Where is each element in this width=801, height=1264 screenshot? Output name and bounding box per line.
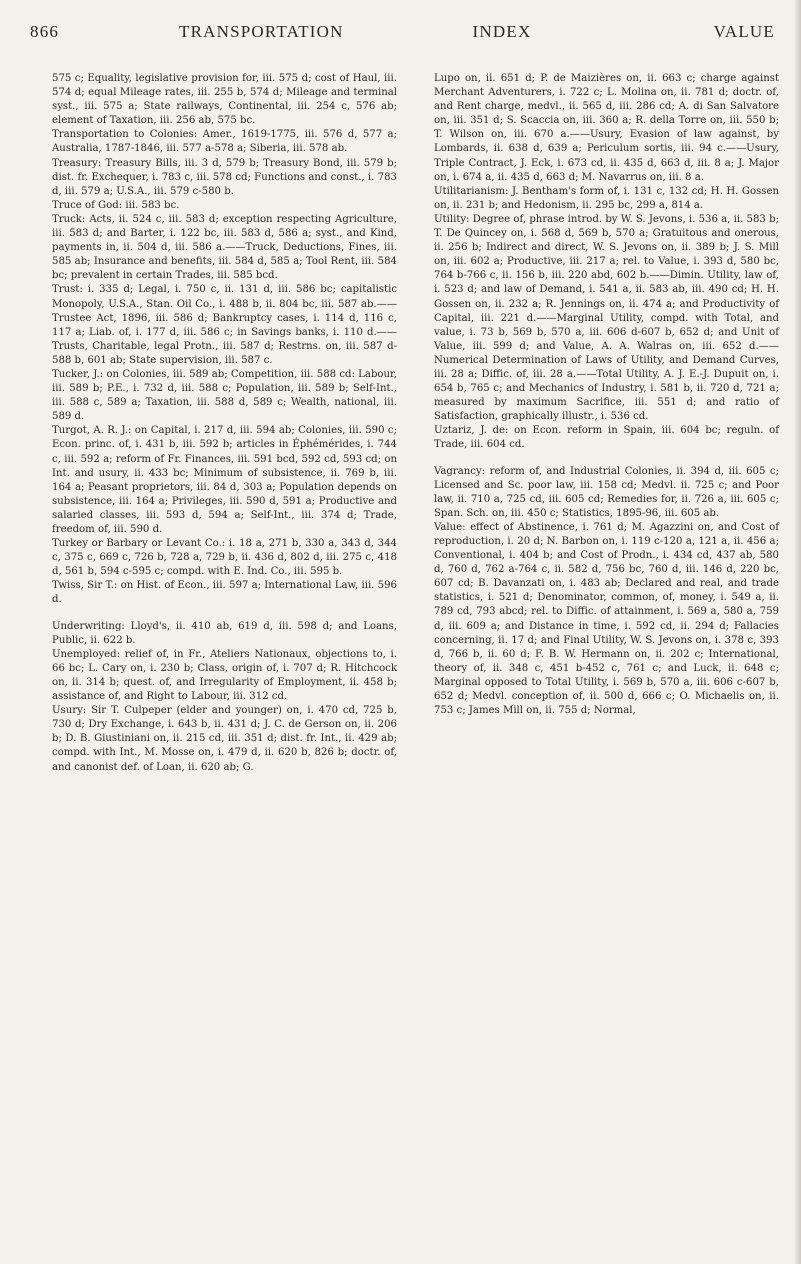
left-column [52,72,397,775]
index-entry: Transportation to Colonies: Amer., 1619-1775, iii. 576 d, 577 a; Australia, 1787-1846, iii. 577 a-578 a; Siberia, iii. 578 ab. [52,129,397,155]
index-entry: Twiss, Sir T.: on Hist. of Econ., iii. 597 a; International Law, iii. 596 d. [52,580,397,606]
index-entry: Usury: Sir T. Culpeper (elder and younger) on, i. 470 cd, 725 b, 730 d; Dry Exchange, i. 643 b, ii. 431 d; J. C. de Gerson on, ii. 206 b; D. B. Giustiniani on, ii. 215 cd, iii. 351 d; dist. fr. Int., ii. 429 ab; compd. with Int., M. Mosse on, i. 479 d, ii. 620 b, 826 b; doctr. of, and canonist def. of Loan, ii. 620 ab; G. [52,705,397,773]
page-number: 866 [30,22,60,41]
index-entry: 575 c; Equality, legislative provision for, iii. 575 d; cost of Haul, iii. 574 d; equal Mileage rates, iii. 255 b, 574 d; Mileage and terminal syst., iii. 575 a; State railways, Continental, iii. 254 c, 576 ab; element of Taxation, iii. 256 ab, 575 bc. [52,73,397,127]
index-entry: Tucker, J.: on Colonies, iii. 589 ab; Competition, iii. 588 cd: Labour, iii. 589 b; P.E., i. 732 d, iii. 588 c; Population, iii. 589 b; Self-Int., iii. 588 c, 589 a; Taxation, iii. 588 d, 589 c; Wealth, national, iii. 589 d. [52,368,397,423]
index-entry: Unemployed: relief of, in Fr., Ateliers Nationaux, objections to, i. 66 bc; L. Cary on, i. 230 b; Class, origin of, i. 707 d; R. Hitchcock on, ii. 314 b; quest. of, and Irregularity of Employment, ii. 458 b; assistance of, and Right to Labour, iii. 312 cd. [52,648,397,703]
header-right-title: VALUE [713,22,775,41]
page-edge [794,0,801,1264]
index-entry: Trust: i. 335 d; Legal, i. 750 c, ii. 131 d, iii. 586 bc; capitalistic Monopoly, U.S.A., Stan. Oil Co., i. 488 b, ii. 804 bc, iii. 587 ab.——Trustee Act, 1896, iii. 586 d; Bankruptcy cases, i. 114 d, 116 c, 117 a; Liab. of, i. 177 d, iii. 586 c; in Savings banks, i. 110 d.——Trusts, Charitable, legal Protn., iii. 587 d; Restrns. on, iii. 587 d-588 b, 601 ab; State supervision, iii. 587 c. [52,284,397,366]
right-column [434,72,779,718]
index-entry: Truce of God: iii. 583 bc. [52,199,180,211]
index-entry: Value: effect of Abstinence, i. 761 d; M. Agazzini on, and Cost of reproduction, i. 20 d; N. Barbon on, i. 119 c-120 a, 121 a, ii. 456 a; Conventional, i. 404 b; and Cost of Prodn., i. 434 cd, 437 ab, 580 d, 760 d, 762 a-764 c, ii. 582 d, 756 bc, 760 d, iii. 146 d, 220 bc, 607 cd; B. Davanzati on, i. 483 ab; Declared and real, and trade statistics, i. 521 d; Denominator, common, of, money, i. 549 a, ii. 789 cd, 793 abcd; rel. to Diffic. of attainment, i. 569 a, 580 a, 759 d, iii. 609 a; and Distance in time, i. 592 cd, ii. 294 d; Fallacies concerning, ii. 17 d; and Final Utility, W. S. Jevons on, i. 378 c, 393 d, 766 b, ii. 60 d; F. B. W. Hermann on, ii. 202 c; International, theory of, ii. 348 c, 451 b-452 c, 761 c; and Luck, ii. 648 c; Marginal opposed to Total Utility, i. 569 b, 570 a, iii. 606 c-607 b, 652 d; Medvl. conception of, ii. 500 d, 666 c; O. Michaelis on, ii. 753 c; James Mill on, ii. 755 d; Normal, [434,521,779,717]
header-center-title: INDEX [472,22,532,41]
index-entry: Treasury: Treasury Bills, iii. 3 d, 579 b; Treasury Bond, iii. 579 b; dist. fr. Exchequer, i. 783 c, iii. 578 cd; Functions and const., i. 783 d, iii. 579 a; U.S.A., iii. 579 c-580 b. [52,157,397,197]
index-entry: Utility: Degree of, phrase introd. by W. S. Jevons, i. 536 a, ii. 583 b; T. De Quincey on, i. 568 d, 569 b, 570 a; Gratuitous and onerous, ii. 256 b; Indirect and direct, W. S. Jevons on, ii. 389 b; J. S. Mill on, iii. 602 a; Productive, iii. 217 a; rel. to Value, i. 393 d, 580 bc, 764 b-766 c, ii. 156 b, iii. 220 abd, 602 b.——Dimin. Utility, law of, i. 523 d; and law of Demand, i. 541 a, ii. 583 ab, iii. 490 cd; H. H. Gossen on, ii. 232 a; R. Jennings on, ii. 474 a; and Productivity of Capital, iii. 221 d.——Marginal Utility, compd. with Total, and value, i. 73 b, 569 b, 570 a, iii. 606 d-607 b, 652 d; and Unit of Value, iii. 599 d; and Value, A. A. Walras on, iii. 652 d.——Numerical Determination of Laws of Utility, and Demand Curves, iii. 28 a; Diffic. of, iii. 28 a.——Total Utility, A. J. E.-J. Dupuit on, i. 654 b, 765 c; and Mechanics of Industry, i. 581 b, ii. 720 d, 721 a; measured by maximum Sacrifice, iii. 551 d; and ratio of Satisfaction, graphically illustr., i. 536 cd. [434,213,779,423]
index-entry: Underwriting: Lloyd's, ii. 410 ab, 619 d, iii. 598 d; and Loans, Public, ii. 622 b. [52,620,397,646]
index-entry: Vagrancy: reform of, and Industrial Colonies, ii. 394 d, iii. 605 c; Licensed and Sc. poor law, iii. 158 cd; Medvl. ii. 725 c; and Poor law, ii. 710 a, 725 cd, iii. 605 cd; Remedies for, ii. 726 a, iii. 605 c; Span. Sch. on, iii. 450 c; Statistics, 1895-96, iii. 605 ab. [434,465,779,519]
header-left-title: TRANSPORTATION [179,22,344,41]
index-entry: Utilitarianism: J. Bentham's form of, i. 131 c, 132 cd; H. H. Gossen on, ii. 231 b; and Hedonism, ii. 295 bc, 299 a, 814 a. [434,185,779,211]
index-entry: Turgot, A. R. J.: on Capital, i. 217 d, iii. 594 ab; Colonies, iii. 590 c; Econ. princ. of, i. 431 b, iii. 592 b; articles in Éphémérides, i. 744 c, iii. 592 a; reform of Fr. Finances, iii. 591 bcd, 592 cd, 593 cd; on Int. and usury, ii. 433 bc; Minimum of subsistence, ii. 769 b, iii. 164 a; Peasant proprietors, iii. 84 d, 303 a; Population depends on subsistence, iii. 164 a; Privileges, iii. 590 d, 591 a; Productive and salaried classes, iii. 593 d, 594 a; Self-Int., iii. 374 d; Trade, freedom of, iii. 590 d. [52,425,397,535]
index-entry: Uztariz, J. de: on Econ. reform in Spain, iii. 604 bc; reguln. of Trade, iii. 604 cd. [434,425,779,451]
running-header [30,20,775,44]
index-entry: Truck: Acts, ii. 524 c, iii. 583 d; exception respecting Agriculture, iii. 583 d; and Barter, i. 122 bc, iii. 583 d, 586 a; syst., and Kind, payments in, ii. 504 d, iii. 586 a.——Truck, Deductions, Fines, iii. 585 ab; Insurance and benefits, iii. 584 d, 585 a; Tool Rent, iii. 584 bc; prevalent in certain Trades, iii. 585 bcd. [52,213,397,282]
index-entry: Lupo on, ii. 651 d; P. de Maizières on, ii. 663 c; charge against Merchant Adventurers, i. 722 c; L. Molina on, ii. 781 d; doctr. of, and Rent charge, medvl., ii. 565 d, iii. 286 cd; A. di San Salvatore on, iii. 351 d; S. Scaccia on, iii. 360 a; R. della Torre on, iii. 550 b; T. Wilson on, iii. 670 a.——Usury, Evasion of law against, by Lombards, ii. 638 d, 639 a; Periculum sortis, iii. 94 c.——Usury, Triple Contract, J. Eck, i. 673 cd, ii. 435 d, 663 d, iii. 8 a; J. Major on, i. 674 a, ii. 435 d, 663 d; M. Navarrus on, iii. 8 a. [434,73,779,183]
index-entry: Turkey or Barbary or Levant Co.: i. 18 a, 271 b, 330 a, 343 d, 344 c, 375 c, 669 c, 726 b, 728 a, 729 b, ii. 436 d, 802 d, iii. 275 c, 418 d, 561 b, 594 c-595 c; compd. with E. Ind. Co., iii. 595 b. [52,538,397,578]
